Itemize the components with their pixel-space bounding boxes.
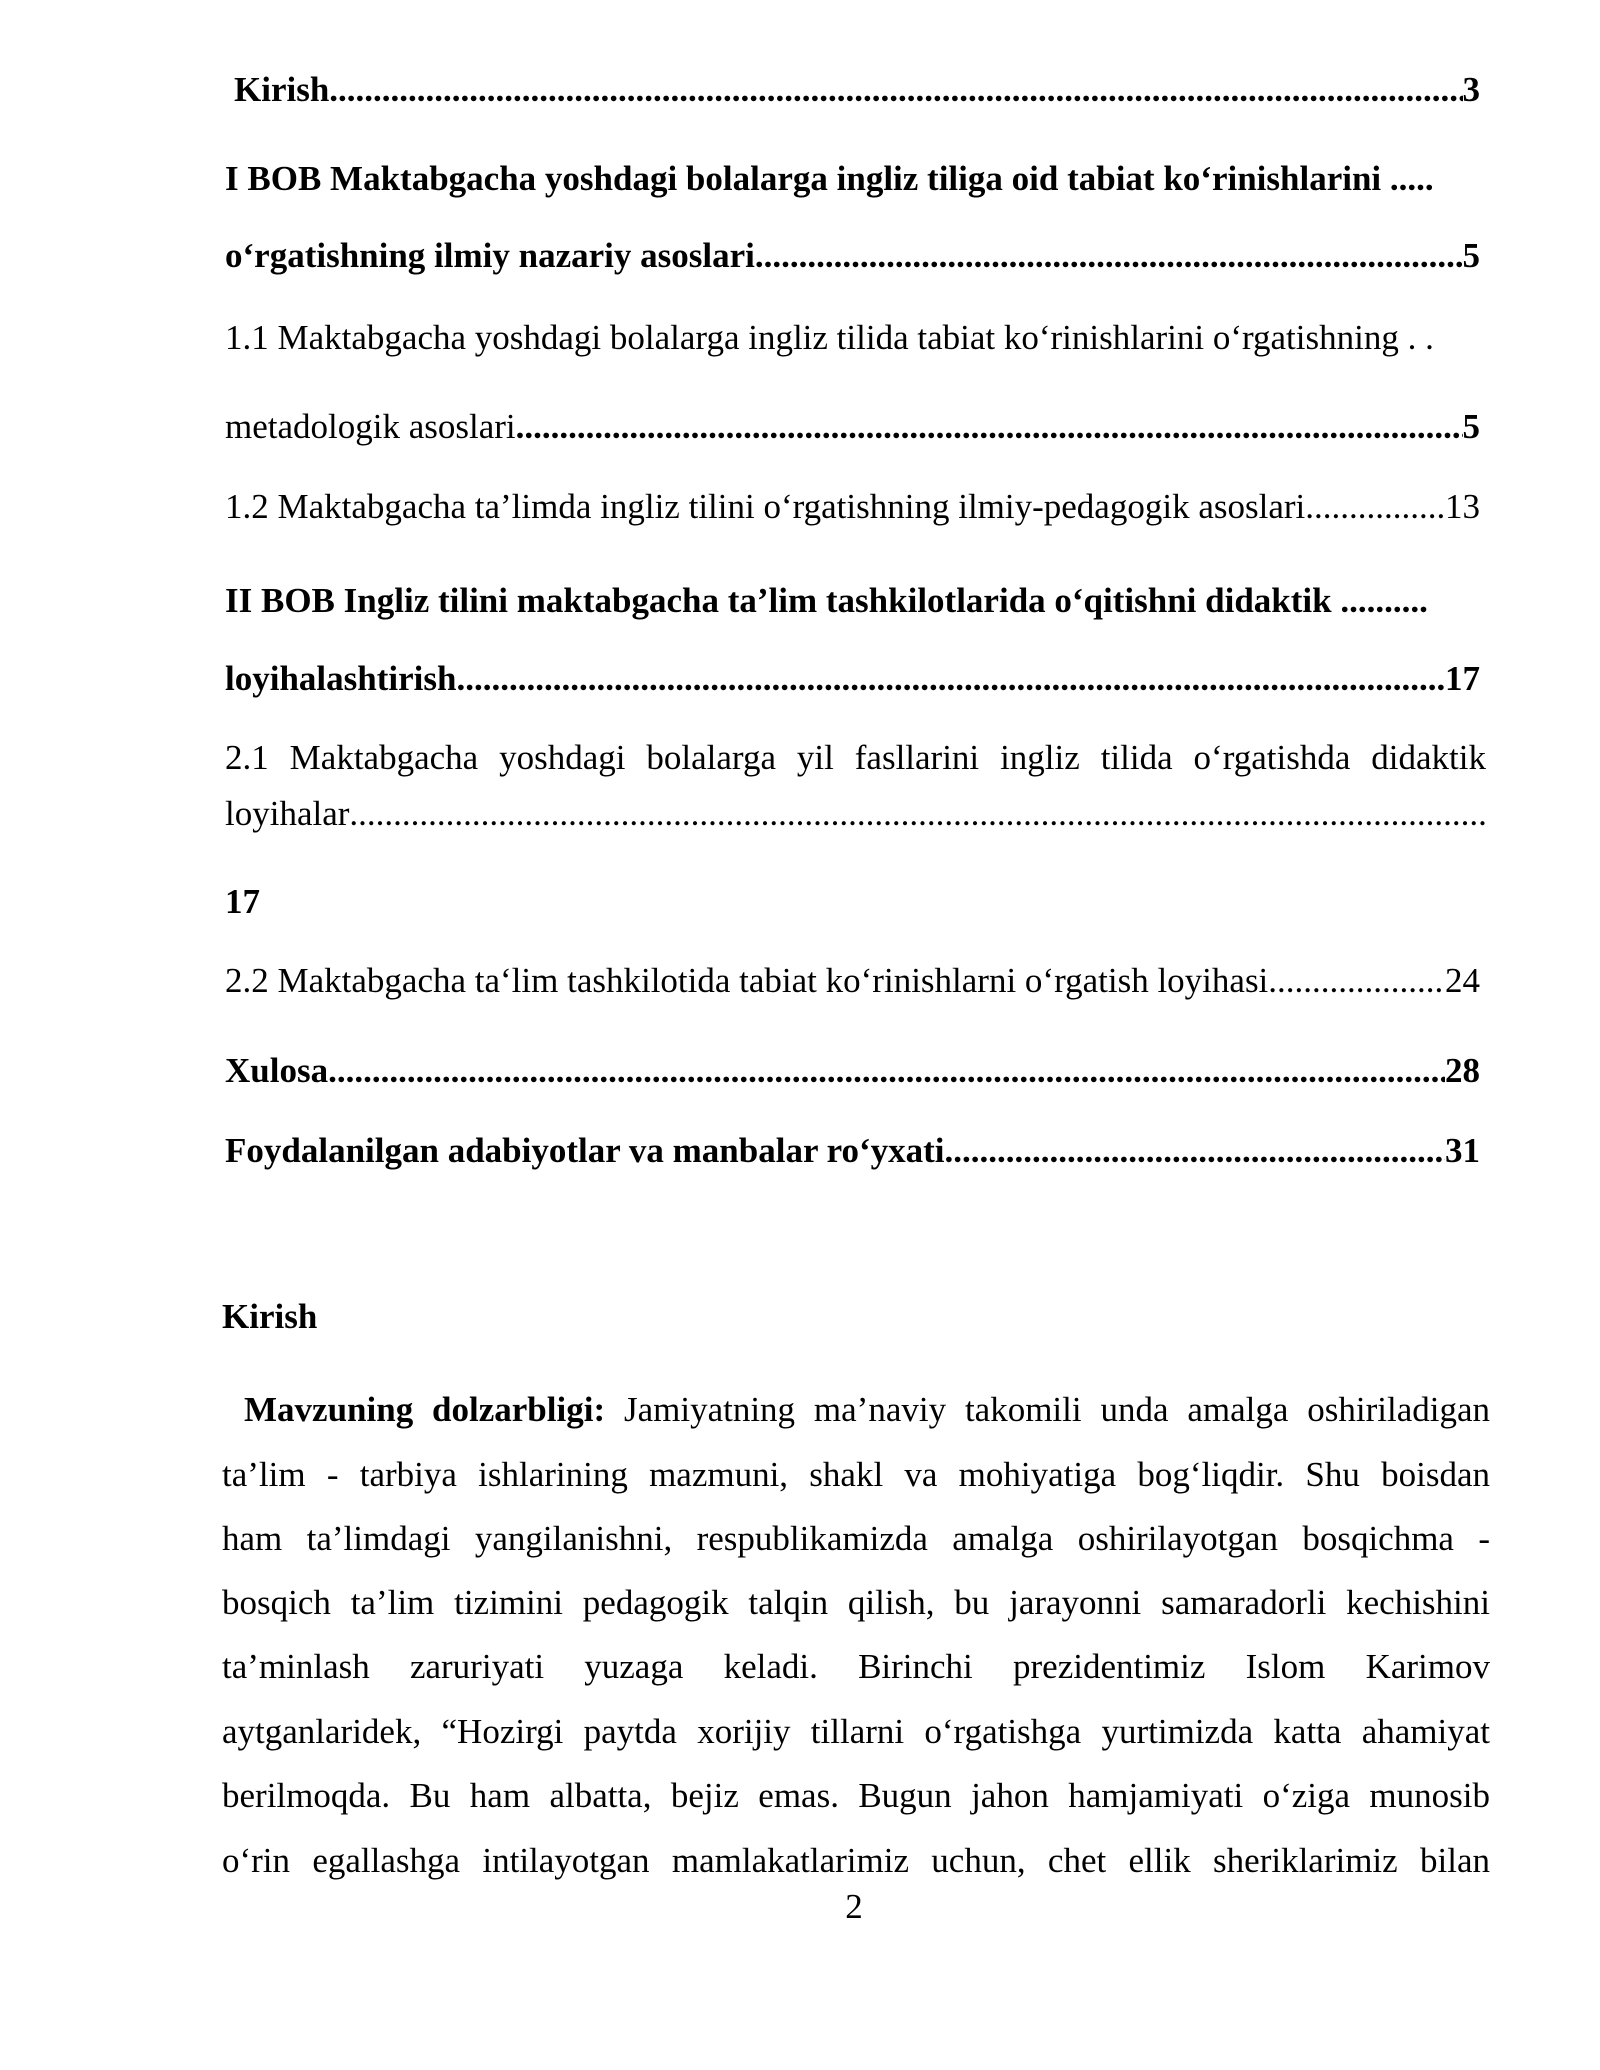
toc-page-number: 24: [1445, 961, 1480, 1000]
toc-entry-s11-line2: [225, 403, 1480, 451]
toc-page-number: 28: [1445, 1051, 1480, 1090]
toc-label: o‘rgatishning ilmiy nazariy asoslari: [225, 236, 755, 275]
toc-leader: [516, 403, 1463, 451]
toc-leader: [328, 1047, 1445, 1095]
toc-entry-s12: [225, 483, 1480, 531]
toc-leader: [349, 790, 1487, 838]
toc-leader: [945, 1127, 1445, 1175]
toc-label: metadologik asoslari: [225, 407, 516, 446]
toc-page-number: 31: [1445, 1131, 1480, 1170]
toc-entry-bob2-line2: [225, 655, 1480, 703]
toc-leader: [456, 655, 1445, 703]
toc-entry-s21-line1: 2.1 Maktabgacha yoshdagi bolalarga yil fasllarini ingliz tilida o‘rgatishda didaktik: [225, 738, 1486, 777]
lead-term: Mavzuning dolzarbligi:: [244, 1390, 606, 1429]
toc-label: Xulosa: [225, 1051, 329, 1090]
toc-label: Kirish: [234, 70, 330, 109]
toc-label: 1.2 Maktabgacha ta’limda ingliz tilini o‘rgatishning ilmiy-pedagogik asoslari: [225, 487, 1306, 526]
toc-leader: [1305, 483, 1445, 531]
toc-entry-s22: [225, 957, 1480, 1005]
toc-page-number: 13: [1445, 487, 1480, 526]
body-line-5: ta’minlash zaruriyati yuzaga keladi. Birinchi prezidentimiz Islom Karimov: [222, 1647, 1490, 1686]
toc-label: 2.2 Maktabgacha ta‘lim tashkilotida tabiat ko‘rinishlarni o‘rgatish loyihasi: [225, 961, 1269, 1000]
page-number: 2: [845, 1887, 863, 1926]
toc-entry-adabiyotlar: [225, 1127, 1480, 1175]
section-heading: Kirish: [222, 1297, 318, 1336]
toc-page-number: 17: [1445, 659, 1480, 698]
toc-entry-s21-page: 17: [225, 882, 260, 921]
body-line-6: aytganlaridek, “Hozirgi paytda xorijiy tillarni o‘rgatishga yurtimizda katta ahamiyat: [222, 1712, 1490, 1751]
toc-entry-kirish: [234, 66, 1480, 114]
body-line-3: ham ta’limdagi yangilanishni, respublikamizda amalga oshirilayotgan bosqichma -: [222, 1519, 1490, 1558]
body-line-8: o‘rin egallashga intilayotgan mamlakatlarimiz uchun, chet ellik sheriklarimiz bilan: [222, 1841, 1490, 1880]
toc-entry-bob1-line1: I BOB Maktabgacha yoshdagi bolalarga ingliz tiliga oid tabiat ko‘rinishlarini .....: [225, 159, 1434, 198]
toc-leader: [1268, 957, 1445, 1005]
toc-page-number: 3: [1462, 70, 1480, 109]
toc-page-number: 5: [1462, 407, 1480, 446]
body-line-7: berilmoqda. Bu ham albatta, bejiz emas. Bugun jahon hamjamiyati o‘ziga munosib: [222, 1776, 1490, 1815]
toc-label: loyihalashtirish: [225, 659, 457, 698]
toc-entry-s21-line2: [225, 790, 1487, 838]
toc-leader: [329, 66, 1462, 114]
body-line-text: Jamiyatning ma’naviy takomili unda amalga oshiriladigan: [623, 1390, 1490, 1429]
body-line-1: [244, 1386, 1490, 1434]
toc-entry-bob1-line2: [225, 232, 1480, 280]
toc-entry-bob2-line1: II BOB Ingliz tilini maktabgacha ta’lim tashkilotlarida o‘qitishni didaktik ..........: [225, 581, 1428, 620]
body-line-2: ta’lim - tarbiya ishlarining mazmuni, shakl va mohiyatiga bog‘liqdir. Shu boisdan: [222, 1455, 1490, 1494]
body-line-4: bosqich ta’lim tizimini pedagogik talqin qilish, bu jarayonni samaradorli kechishini: [222, 1583, 1490, 1622]
toc-leader: [755, 232, 1463, 280]
toc-page-number: 5: [1462, 236, 1480, 275]
toc-label: loyihalar: [225, 794, 350, 833]
toc-label: Foydalanilgan adabiyotlar va manbalar ro‘yxati: [225, 1131, 945, 1170]
toc-entry-s11-line1: 1.1 Maktabgacha yoshdagi bolalarga ingliz tilida tabiat ko‘rinishlarini o‘rgatishning . .: [225, 318, 1434, 357]
toc-entry-xulosa: [225, 1047, 1480, 1095]
